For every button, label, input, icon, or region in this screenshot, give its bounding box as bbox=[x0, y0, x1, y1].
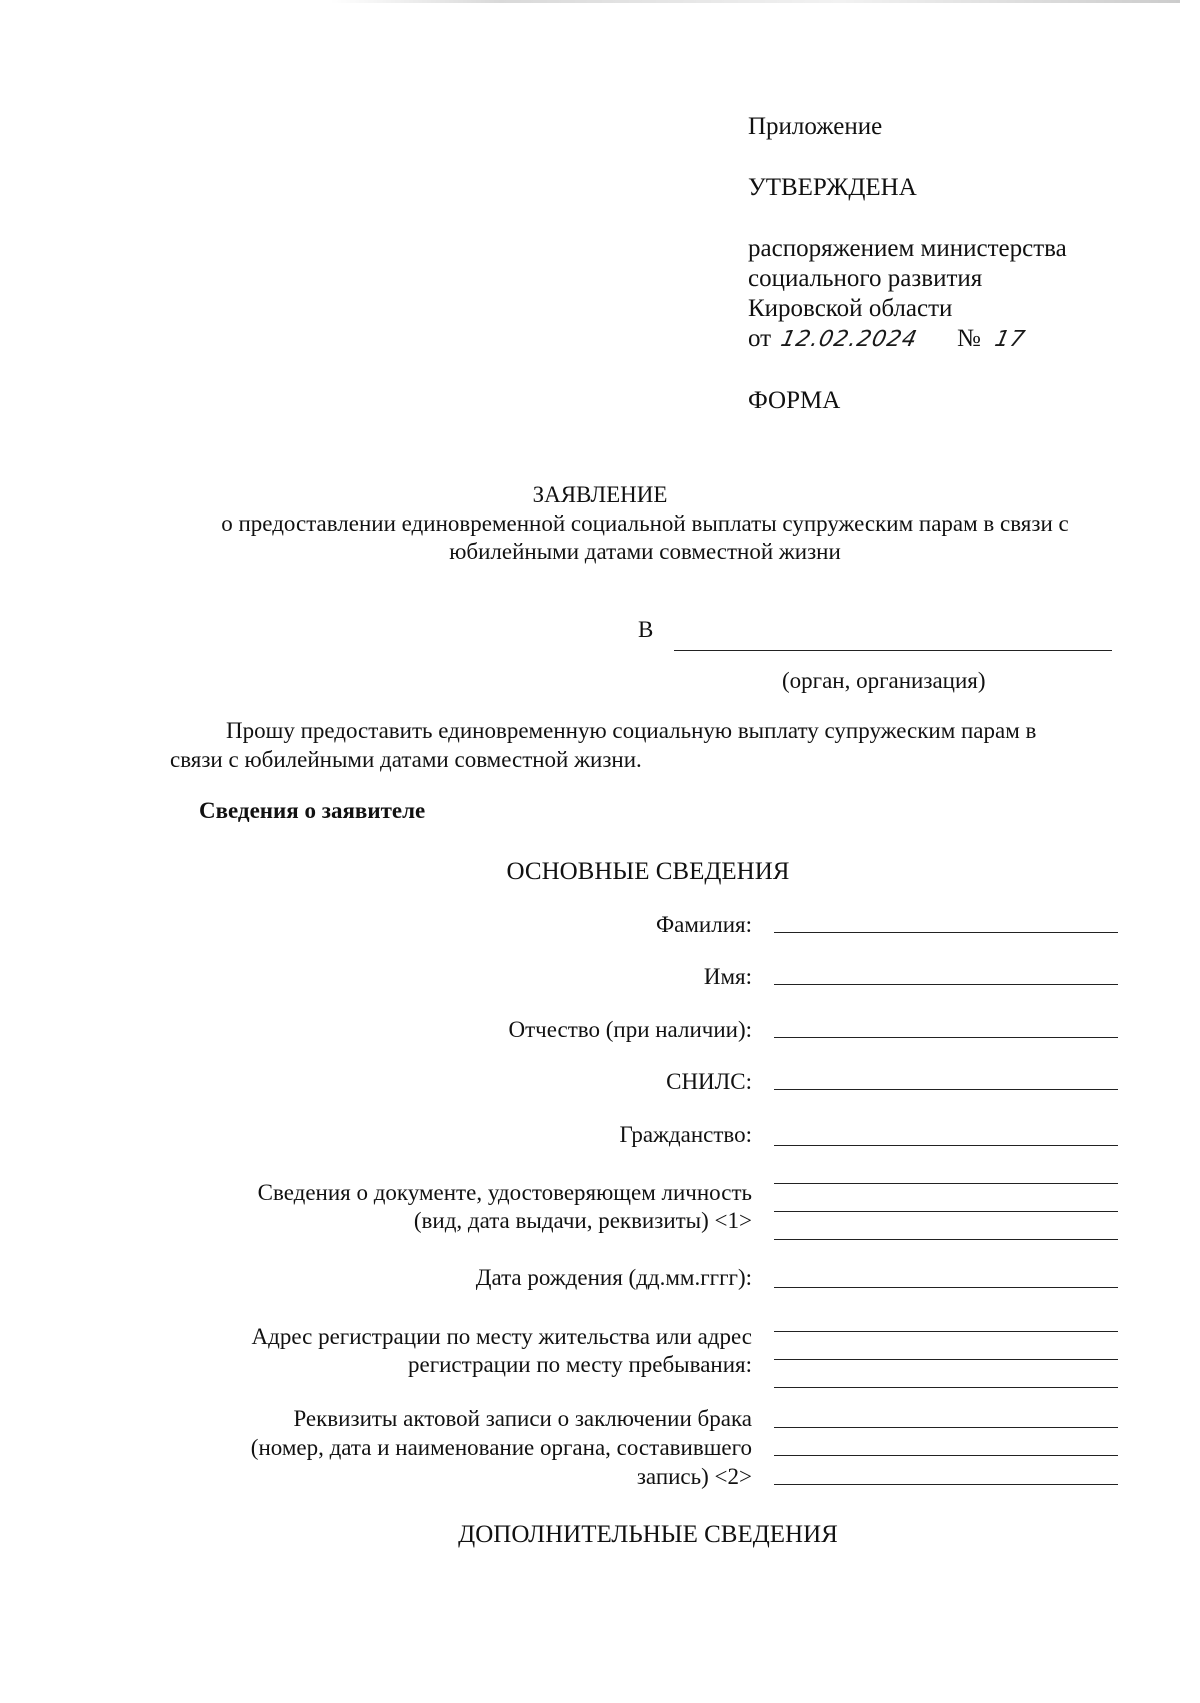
approval-by-line-1: распоряжением министерства bbox=[748, 235, 1067, 262]
snils-label: СНИЛС: bbox=[666, 1069, 752, 1094]
approval-date-line bbox=[748, 324, 921, 355]
birth-date-field[interactable] bbox=[774, 1287, 1118, 1288]
marriage-record-label-line-3: запись) <2> bbox=[636, 1464, 752, 1489]
address-label-line-1: Адрес регистрации по месту жительства или адрес bbox=[251, 1324, 752, 1349]
from-prefix: от bbox=[748, 325, 772, 352]
request-line-2: связи с юбилейными датами совместной жизни. bbox=[170, 747, 642, 772]
surname-label: Фамилия: bbox=[656, 912, 752, 937]
birth-date-label: Дата рождения (дд.мм.гггг): bbox=[475, 1265, 752, 1290]
patronymic-label: Отчество (при наличии): bbox=[508, 1017, 752, 1042]
appendix-label: Приложение bbox=[748, 113, 883, 140]
snils-field[interactable] bbox=[774, 1089, 1118, 1090]
citizenship-field[interactable] bbox=[774, 1145, 1118, 1146]
approval-by-line-2: социального развития bbox=[748, 265, 983, 292]
document-subtitle-line-1: о предоставлении единовременной социальной выплаты супружеским парам в связи с bbox=[221, 511, 1069, 536]
basic-info-heading: ОСНОВНЫЕ СВЕДЕНИЯ bbox=[506, 858, 790, 885]
address-label-line-2: регистрации по месту пребывания: bbox=[407, 1352, 752, 1377]
patronymic-field[interactable] bbox=[774, 1037, 1118, 1038]
surname-field[interactable] bbox=[774, 932, 1118, 933]
marriage-record-label-line-1: Реквизиты актовой записи о заключении брака bbox=[293, 1406, 752, 1431]
form-label: ФОРМА bbox=[748, 387, 841, 414]
name-label: Имя: bbox=[703, 964, 752, 989]
address-field-3[interactable] bbox=[774, 1387, 1118, 1388]
handwritten-number: 17 bbox=[992, 327, 1028, 352]
request-line-1: Прошу предоставить единовременную социальную выплату супружеским парам в bbox=[226, 718, 1037, 743]
approved-label: УТВЕРЖДЕНА bbox=[748, 174, 917, 201]
name-field[interactable] bbox=[774, 984, 1118, 985]
scan-artifact bbox=[330, 0, 1180, 3]
approval-number-line bbox=[957, 324, 1028, 355]
document-heading: ЗАЯВЛЕНИЕ bbox=[532, 482, 668, 507]
marriage-record-label-line-2: (номер, дата и наименование органа, составившего bbox=[250, 1435, 752, 1460]
number-label: № bbox=[957, 325, 981, 352]
marriage-record-field-2[interactable] bbox=[774, 1455, 1118, 1456]
approval-by-line-3: Кировской области bbox=[748, 295, 953, 322]
document-subtitle-line-2: юбилейными датами совместной жизни bbox=[449, 539, 841, 564]
applicant-section-heading: Сведения о заявителе bbox=[199, 798, 426, 823]
id-document-field-2[interactable] bbox=[774, 1211, 1118, 1212]
marriage-record-field-1[interactable] bbox=[774, 1427, 1118, 1428]
id-document-label-line-1: Сведения о документе, удостоверяющем личность bbox=[257, 1180, 752, 1205]
additional-info-heading: ДОПОЛНИТЕЛЬНЫЕ СВЕДЕНИЯ bbox=[458, 1521, 838, 1548]
address-field-2[interactable] bbox=[774, 1359, 1118, 1360]
id-document-field-1[interactable] bbox=[774, 1183, 1118, 1184]
citizenship-label: Гражданство: bbox=[619, 1122, 752, 1147]
id-document-field-3[interactable] bbox=[774, 1239, 1118, 1240]
recipient-caption: (орган, организация) bbox=[782, 668, 986, 693]
recipient-blank-line bbox=[674, 650, 1112, 651]
id-document-label-line-2: (вид, дата выдачи, реквизиты) <1> bbox=[413, 1208, 752, 1233]
recipient-prefix: В bbox=[638, 617, 654, 642]
handwritten-date: 12.02.2024 bbox=[778, 327, 921, 352]
marriage-record-field-3[interactable] bbox=[774, 1484, 1118, 1485]
address-field-1[interactable] bbox=[774, 1331, 1118, 1332]
